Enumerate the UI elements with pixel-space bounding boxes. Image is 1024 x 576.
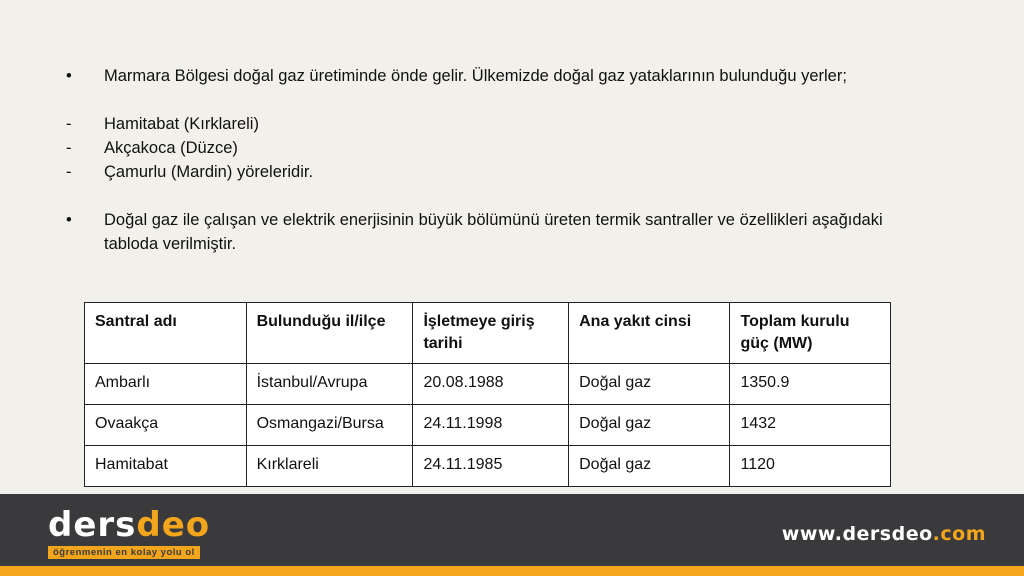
slide-content (66, 64, 906, 256)
table-cell: 24.11.1985 (413, 446, 569, 487)
dash-text: Çamurlu (Mardin) yöreleridir. (104, 163, 314, 181)
website-link[interactable] (782, 523, 986, 545)
table-cell: 20.08.1988 (413, 364, 569, 405)
dash-item (66, 160, 906, 184)
table-header-cell: Toplam kurulu güç (MW) (730, 303, 891, 364)
table-cell: Doğal gaz (569, 405, 730, 446)
table-cell: İstanbul/Avrupa (246, 364, 413, 405)
bullet-text: Marmara Bölgesi doğal gaz üretiminde önde gelir. Ülkemizde doğal gaz yataklarının bulunduğu yerler; (104, 67, 847, 85)
footer-accent-stripe (0, 566, 1024, 576)
logo-tagline: öğrenmenin en kolay yolu ol (48, 546, 200, 559)
table-cell: 1350.9 (730, 364, 891, 405)
table-header-row (85, 303, 891, 364)
table-cell: Hamitabat (85, 446, 247, 487)
dash-text: Akçakoca (Düzce) (104, 139, 238, 157)
table-header-cell: Ana yakıt cinsi (569, 303, 730, 364)
bullet-item (66, 64, 906, 88)
table-cell: Ambarlı (85, 364, 247, 405)
website-suffix: .com (932, 523, 986, 545)
logo-part-ders: ders (48, 505, 137, 545)
table-cell: 1432 (730, 405, 891, 446)
power-plant-table (84, 302, 891, 487)
bullet-marker: • (66, 67, 72, 85)
table-cell: 24.11.1998 (413, 405, 569, 446)
dash-marker: - (66, 115, 72, 133)
table-cell: Ovaakça (85, 405, 247, 446)
table-cell: Osmangazi/Bursa (246, 405, 413, 446)
table-header-cell: Santral adı (85, 303, 247, 364)
dash-item (66, 112, 906, 136)
table-cell: Doğal gaz (569, 364, 730, 405)
dash-item (66, 136, 906, 160)
bullet-item (66, 208, 906, 256)
dersdeo-logo[interactable] (48, 505, 211, 560)
table-row (85, 364, 891, 405)
website-prefix: www. (781, 523, 843, 545)
table-header-cell: Bulunduğu il/ilçe (246, 303, 413, 364)
website-name: dersdeo (842, 523, 933, 545)
table-row (85, 446, 891, 487)
dash-marker: - (66, 139, 72, 157)
table-row (85, 405, 891, 446)
table-header-cell: İşletmeye giriş tarihi (413, 303, 569, 364)
dash-marker: - (66, 163, 72, 181)
logo-part-deo: deo (136, 505, 211, 545)
bullet-marker: • (66, 211, 72, 229)
table-cell: Doğal gaz (569, 446, 730, 487)
logo-wordmark (48, 505, 211, 545)
dash-text: Hamitabat (Kırklareli) (104, 115, 259, 133)
table-cell: 1120 (730, 446, 891, 487)
bullet-text: Doğal gaz ile çalışan ve elektrik enerjisinin büyük bölümünü üreten termik santraller ve özellikleri aşağıdaki tabloda verilmiştir. (104, 211, 883, 253)
table-cell: Kırklareli (246, 446, 413, 487)
